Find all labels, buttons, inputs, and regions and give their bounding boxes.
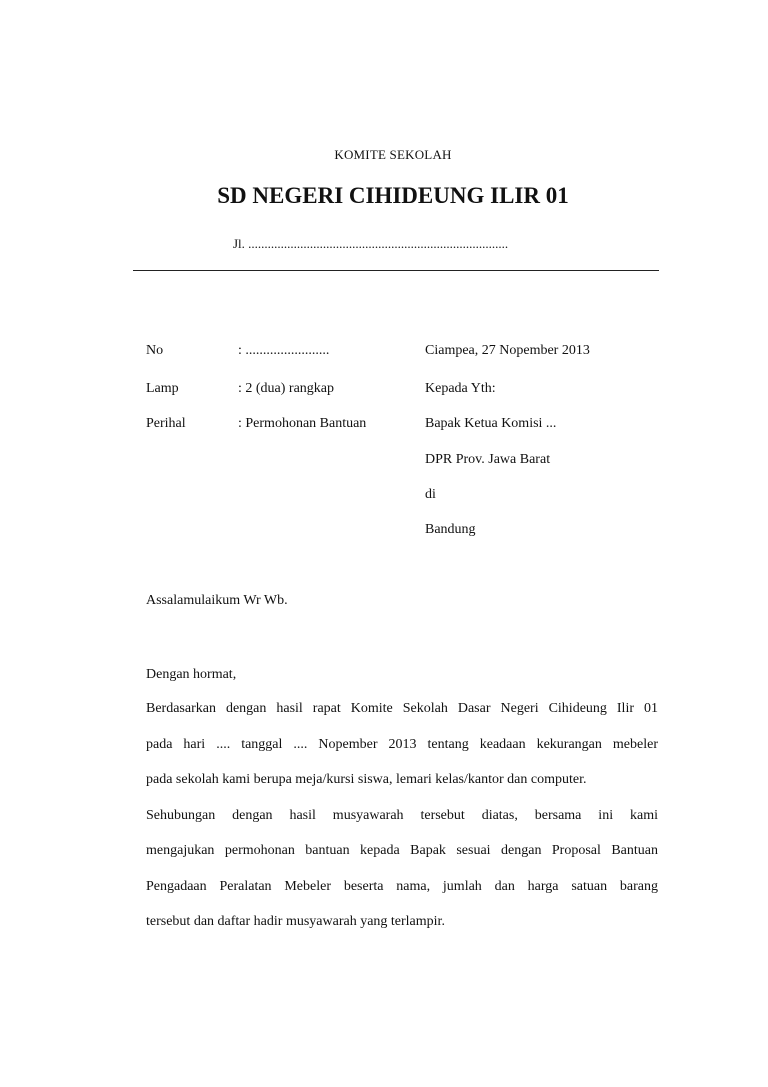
meta-value-lamp: : 2 (dua) rangkap bbox=[238, 381, 335, 396]
letterhead-address: Jl. ................................................................................ bbox=[233, 236, 509, 251]
meta-label-lamp: Lamp bbox=[146, 381, 179, 396]
recipient-line-3: DPR Prov. Jawa Barat bbox=[425, 452, 551, 467]
meta-value-no: : ........................ bbox=[238, 343, 330, 358]
recipient-line-1: Kepada Yth: bbox=[425, 381, 496, 396]
body-line: Berdasarkan dengan hasil rapat Komite Sekolah Dasar Negeri Cihideung Ilir 01 bbox=[146, 701, 658, 716]
body-line: pada sekolah kami berupa meja/kursi siswa, lemari kelas/kantor dan computer. bbox=[146, 772, 587, 787]
meta-value-perihal: : Permohonan Bantuan bbox=[238, 416, 367, 431]
letterhead-org: KOMITE SEKOLAH bbox=[334, 147, 452, 162]
body-line: mengajukan permohonan bantuan kepada Bapak sesuai dengan Proposal Bantuan bbox=[146, 843, 658, 858]
body-line: pada hari .... tanggal .... Nopember 2013 tentang keadaan kekurangan mebeler bbox=[146, 737, 658, 752]
letterhead-school-name: SD NEGERI CIHIDEUNG ILIR 01 bbox=[217, 183, 569, 208]
letterhead-divider bbox=[133, 270, 659, 271]
body-line: tersebut dan daftar hadir musyawarah yang terlampir. bbox=[146, 914, 445, 929]
meta-label-perihal: Perihal bbox=[146, 416, 186, 431]
greeting: Assalamulaikum Wr Wb. bbox=[146, 593, 288, 608]
letter-date: Ciampea, 27 Nopember 2013 bbox=[425, 343, 590, 358]
recipient-line-4: di bbox=[425, 487, 436, 502]
recipient-line-2: Bapak Ketua Komisi ... bbox=[425, 416, 557, 431]
meta-label-no: No bbox=[146, 343, 164, 358]
body-line: Pengadaan Peralatan Mebeler beserta nama, jumlah dan harga satuan barang bbox=[146, 879, 658, 894]
body-line: Sehubungan dengan hasil musyawarah tersebut diatas, bersama ini kami bbox=[146, 808, 658, 823]
recipient-line-5: Bandung bbox=[425, 522, 476, 537]
salutation: Dengan hormat, bbox=[146, 667, 237, 682]
